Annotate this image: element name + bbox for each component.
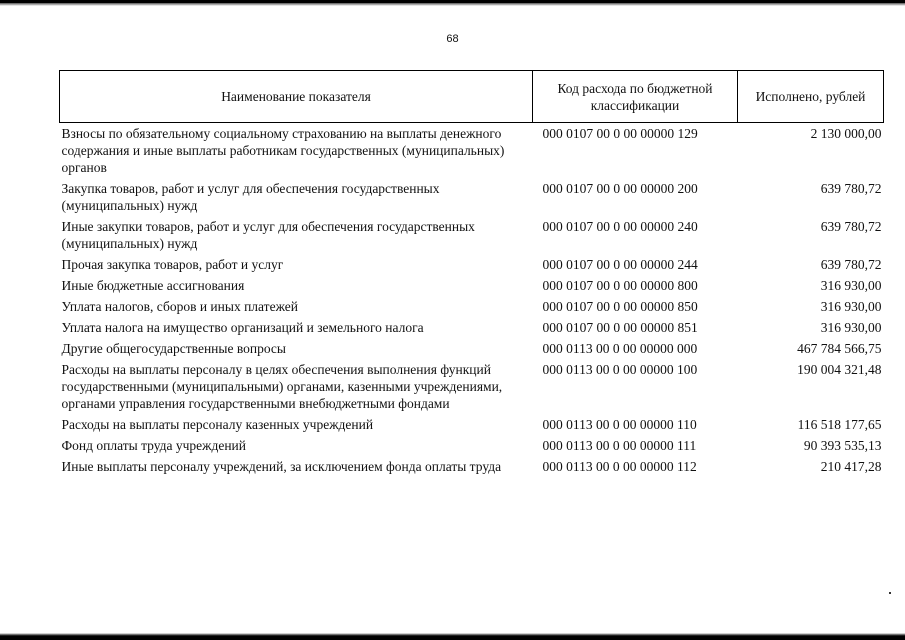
table-row	[60, 216, 884, 254]
row-code: 000 0107 00 0 00 00000 850	[542, 299, 698, 314]
row-amount: 2 130 000,00	[810, 126, 882, 141]
row-amount: 467 784 566,75	[797, 341, 882, 356]
row-name: Прочая закупка товаров, работ и услуг	[61, 257, 284, 272]
row-code: 000 0107 00 0 00 00000 851	[542, 320, 698, 335]
table-row	[60, 123, 884, 179]
row-code: 000 0107 00 0 00 00000 800	[542, 278, 698, 293]
table-row	[60, 275, 884, 296]
scan-edge-bottom	[0, 633, 905, 640]
row-name: Расходы на выплаты персоналу в целях обеспечения выполнения функций государственными (муниципальными) органами, казенными учреждениями, органами управления государственными внебюджетными фондами	[61, 362, 503, 411]
row-name: Другие общегосударственные вопросы	[61, 341, 286, 356]
row-name: Фонд оплаты труда учреждений	[61, 438, 246, 453]
header-code: Код расхода по бюджетной классификации	[533, 71, 738, 123]
row-amount: 90 393 535,13	[803, 438, 882, 453]
table-row	[60, 435, 884, 456]
table-row	[60, 317, 884, 338]
table-row	[60, 338, 884, 359]
budget-table	[59, 70, 884, 477]
row-name: Расходы на выплаты персоналу казенных учреждений	[61, 417, 374, 432]
row-code: 000 0107 00 0 00 00000 240	[542, 219, 698, 234]
row-amount: 116 518 177,65	[797, 417, 882, 432]
row-name: Уплата налогов, сборов и иных платежей	[61, 299, 298, 314]
row-code: 000 0113 00 0 00 00000 000	[542, 341, 698, 356]
table-header-row	[60, 71, 884, 123]
row-amount: 639 780,72	[820, 181, 882, 196]
row-amount: 210 417,28	[820, 459, 882, 474]
row-name: Уплата налога на имущество организаций и земельного налога	[61, 320, 424, 335]
table-row	[60, 254, 884, 275]
row-amount: 639 780,72	[820, 257, 882, 272]
row-name: Иные бюджетные ассигнования	[61, 278, 245, 293]
scan-speck	[889, 592, 891, 594]
scan-edge-top	[0, 0, 905, 6]
row-code: 000 0113 00 0 00 00000 111	[542, 438, 697, 453]
row-name: Взносы по обязательному социальному страхованию на выплаты денежного содержания и иные выплаты работникам государственных (муниципальных) органов	[61, 126, 505, 175]
row-code: 000 0107 00 0 00 00000 200	[542, 181, 698, 196]
row-code: 000 0113 00 0 00 00000 112	[542, 459, 697, 474]
table-row	[60, 296, 884, 317]
table-row	[60, 456, 884, 477]
row-name: Иные выплаты персоналу учреждений, за исключением фонда оплаты труда	[61, 459, 502, 474]
table-row	[60, 178, 884, 216]
page-number: 68	[446, 33, 459, 45]
row-amount: 639 780,72	[820, 219, 882, 234]
header-name: Наименование показателя	[60, 71, 533, 123]
row-amount: 316 930,00	[820, 320, 882, 335]
row-name: Закупка товаров, работ и услуг для обеспечения государственных (муниципальных) нужд	[61, 181, 440, 213]
table-row	[60, 359, 884, 414]
row-code: 000 0107 00 0 00 00000 129	[542, 126, 698, 141]
header-amount: Исполнено, рублей	[738, 71, 884, 123]
row-code: 000 0113 00 0 00 00000 110	[542, 417, 697, 432]
table-row	[60, 414, 884, 435]
row-name: Иные закупки товаров, работ и услуг для обеспечения государственных (муниципальных) нужд	[61, 219, 475, 251]
row-code: 000 0113 00 0 00 00000 100	[542, 362, 698, 377]
row-code: 000 0107 00 0 00 00000 244	[542, 257, 698, 272]
row-amount: 190 004 321,48	[797, 362, 882, 377]
row-amount: 316 930,00	[820, 299, 882, 314]
row-amount: 316 930,00	[820, 278, 882, 293]
